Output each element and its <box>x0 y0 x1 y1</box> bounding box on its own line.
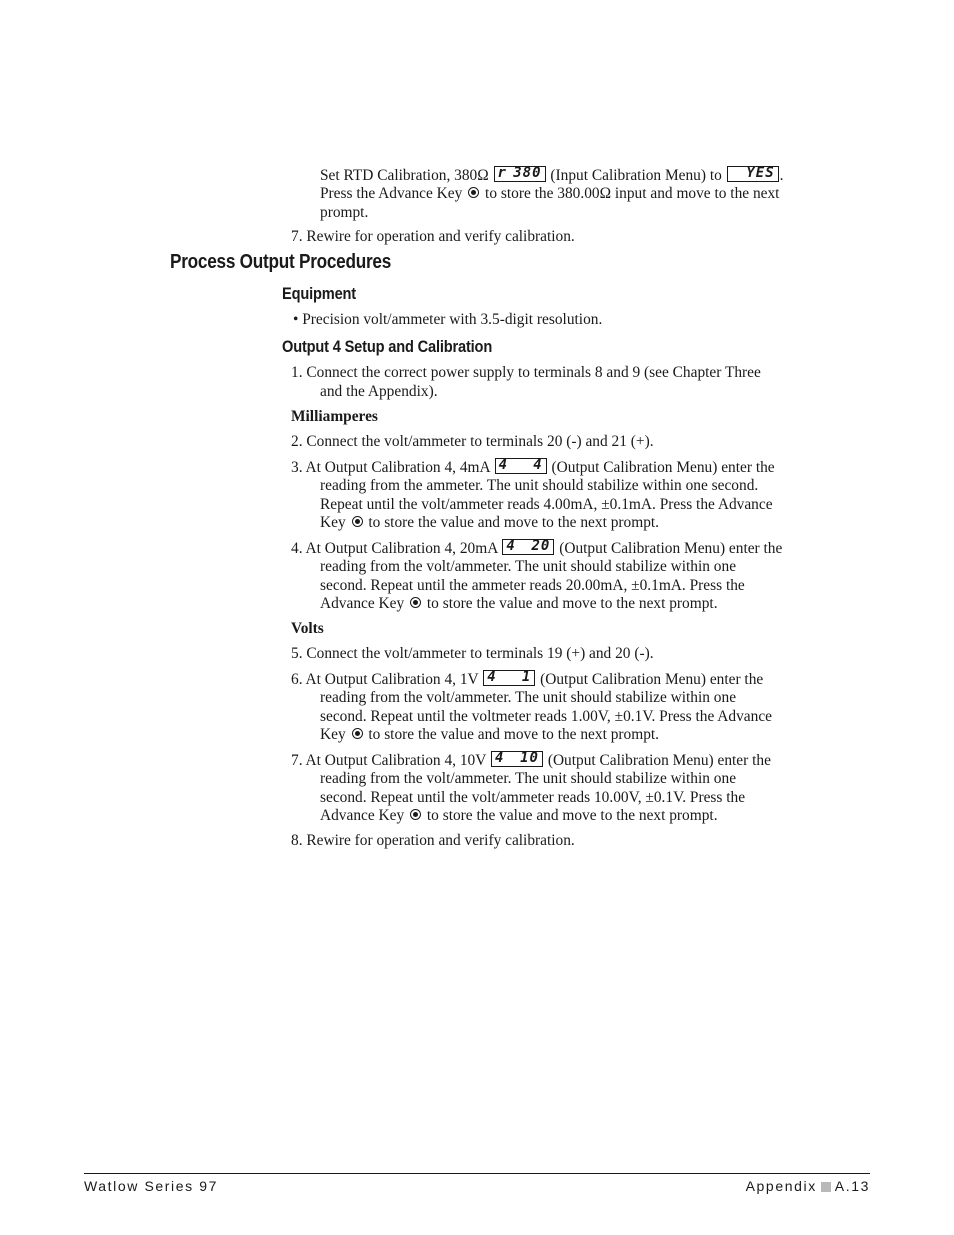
lcd-left: 4 <box>506 538 516 554</box>
lcd-right: 20 <box>531 538 551 554</box>
footer-page-number: A.13 <box>834 1178 870 1194</box>
text: second. Repeat until the voltmeter reads 1.00V, ±0.1V. Press the Advance <box>320 707 772 725</box>
lcd-display <box>483 670 535 686</box>
text: 7. At Output Calibration 4, 10V <box>291 752 487 769</box>
text: to store the value and move to the next prompt. <box>368 726 660 744</box>
text: 1. Connect the correct power supply to terminals 8 and 9 (see Chapter Three <box>291 364 761 381</box>
lcd-left: 4 <box>494 750 505 766</box>
lcd-right: 4 <box>533 457 543 473</box>
section-title: Process Output Procedures <box>170 251 392 273</box>
volts-heading: Volts <box>291 620 324 637</box>
footer-right <box>746 1178 870 1194</box>
text: to store the value and move to the next prompt. <box>426 595 718 613</box>
step-2: 2. Connect the volt/ammeter to terminals 20 (-) and 21 (+). <box>291 433 654 450</box>
output4-heading: Output 4 Setup and Calibration <box>282 337 493 356</box>
step-1 <box>291 364 761 402</box>
equipment-bullet: • Precision volt/ammeter with 3.5-digit resolution. <box>293 311 603 328</box>
text: 4. At Output Calibration 4, 20mA <box>291 540 498 557</box>
text: 3. At Output Calibration 4, 4mA <box>291 459 490 476</box>
text: Repeat until the volt/ammeter reads 4.00mA, ±0.1mA. Press the Advance <box>320 495 773 513</box>
footer-rule <box>84 1173 870 1174</box>
text: 6. At Output Calibration 4, 1V <box>291 671 479 688</box>
advance-key-icon <box>410 809 421 820</box>
text: second. Repeat until the volt/ammeter reads 10.00V, ±0.1V. Press the <box>320 788 746 806</box>
lcd-display <box>502 539 554 555</box>
lcd-display <box>494 166 546 182</box>
text: (Input Calibration Menu) to <box>550 167 722 184</box>
text: Press the Advance Key <box>320 184 463 202</box>
text: second. Repeat until the ammeter reads 20.00mA, ±0.1mA. Press the <box>320 576 745 594</box>
text: (Output Calibration Menu) enter the <box>540 671 764 688</box>
lcd-right: YES <box>746 165 775 181</box>
text: Key <box>320 726 346 744</box>
step-8: 8. Rewire for operation and verify calibration. <box>291 832 575 849</box>
text: Advance Key <box>320 807 405 825</box>
footer-section: Appendix <box>745 1178 817 1194</box>
advance-key-icon <box>352 516 363 527</box>
step-5: 5. Connect the volt/ammeter to terminals 19 (+) and 20 (-). <box>291 645 654 662</box>
advance-key-icon <box>468 187 479 198</box>
text: reading from the volt/ammeter. The unit should stabilize within one <box>320 688 737 706</box>
step-4 <box>291 539 782 614</box>
footer-left: Watlow Series 97 <box>84 1178 219 1194</box>
text: to store the value and move to the next prompt. <box>368 514 660 532</box>
square-bullet-icon <box>821 1182 831 1192</box>
text: Set RTD Calibration, 380Ω <box>320 167 489 184</box>
text: and the Appendix). <box>320 382 438 400</box>
text: reading from the volt/ammeter. The unit should stabilize within one <box>320 557 737 575</box>
text: Advance Key <box>320 595 405 613</box>
rtd-step-7: 7. Rewire for operation and verify calibration. <box>291 228 575 245</box>
milliamperes-heading: Milliamperes <box>291 408 378 425</box>
text: (Output Calibration Menu) enter the <box>547 752 771 769</box>
lcd-display <box>495 458 547 474</box>
text: reading from the volt/ammeter. The unit should stabilize within one <box>320 769 737 787</box>
lcd-left: 4 <box>498 457 509 473</box>
text: . <box>779 167 784 184</box>
text: reading from the ammeter. The unit should stabilize within one second. <box>320 476 759 494</box>
advance-key-icon <box>410 597 421 608</box>
step-3 <box>291 458 775 533</box>
lcd-display <box>727 166 779 182</box>
lcd-left: 4 <box>487 669 497 685</box>
text: Key <box>320 514 346 532</box>
advance-key-icon <box>352 728 363 739</box>
lcd-right: 380 <box>513 165 542 181</box>
text: to store the value and move to the next prompt. <box>426 807 718 825</box>
lcd-right: 1 <box>521 669 532 685</box>
text: to store the 380.00Ω input and move to the next <box>485 184 780 202</box>
text: (Output Calibration Menu) enter the <box>551 459 775 476</box>
text: (Output Calibration Menu) enter the <box>559 540 783 557</box>
lcd-left: r <box>497 165 507 181</box>
step-6 <box>291 670 772 745</box>
lcd-right: 10 <box>520 750 539 766</box>
equipment-heading: Equipment <box>282 284 356 303</box>
lcd-display <box>491 751 543 767</box>
rtd-step-text <box>320 166 784 222</box>
step-7 <box>291 751 771 826</box>
text: prompt. <box>320 203 369 221</box>
